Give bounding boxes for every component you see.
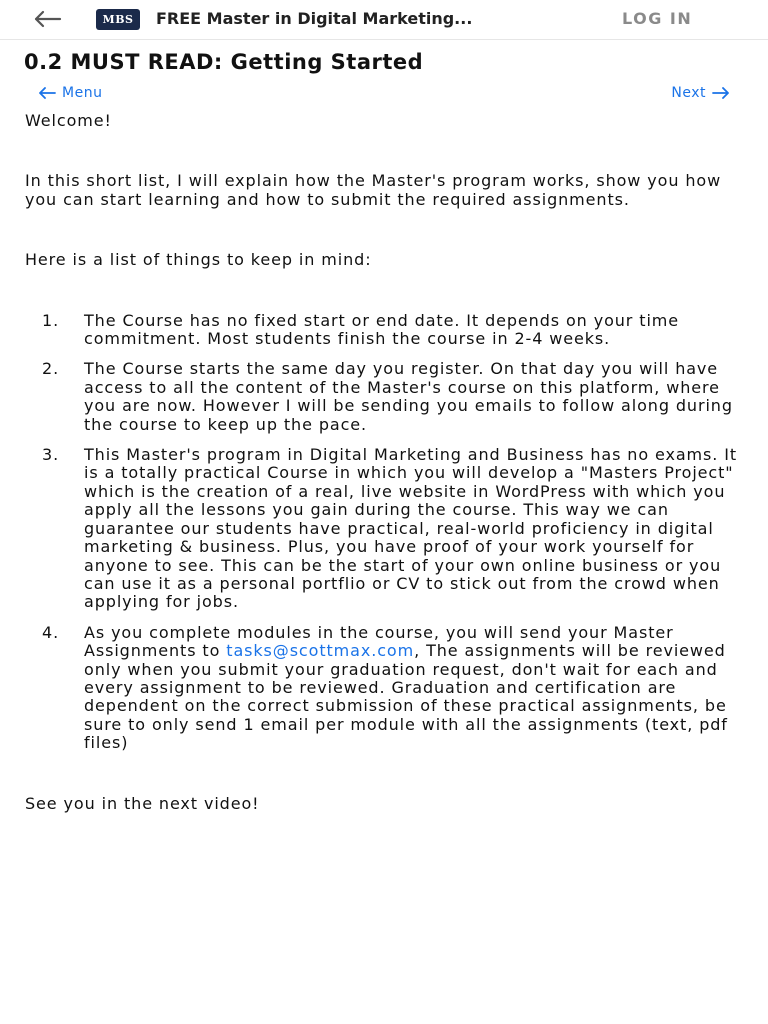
- list-item: [25, 360, 741, 434]
- list-item-number: 3.: [42, 445, 60, 465]
- closing-text: See you in the next video!: [25, 793, 260, 813]
- next-link[interactable]: [671, 85, 730, 101]
- top-app-bar: [0, 0, 768, 40]
- email-link[interactable]: tasks@scottmax.com: [226, 641, 415, 661]
- lesson-content: [25, 112, 741, 813]
- list-item-text: [84, 624, 741, 753]
- arrow-left-icon: [32, 9, 62, 29]
- list-item-number: 1.: [42, 310, 60, 330]
- menu-link-label: Menu: [62, 85, 103, 101]
- menu-link[interactable]: [38, 85, 102, 101]
- list-item-number: 4.: [42, 622, 60, 642]
- list-item-number: 2.: [42, 359, 60, 379]
- steps-list: [25, 312, 741, 753]
- welcome-text: Welcome!: [25, 111, 112, 130]
- school-logo: MBS: [96, 9, 140, 30]
- course-title: FREE Master in Digital Marketing...: [156, 9, 473, 28]
- list-item-text-before: As you complete modules in the course, you will send your Master Assignments to: [84, 622, 674, 661]
- arrow-left-icon: [38, 87, 56, 99]
- list-item: [25, 312, 741, 349]
- list-item: [25, 446, 741, 612]
- next-link-label: Next: [671, 85, 706, 101]
- list-item-text: This Master's program in Digital Marketing and Business has no exams. It is a totally practical Course in which you will develop a "Masters Project" which is the creation of a real, live website in WordPress with which you apply all the lessons you gain during the course. This way we can guarantee our students have practical, real-world proficiency in digital marketing & business. Plus, you have proof of your work yourself for anyone to see. This can be the start of your own online business or you can use it as a personal portflio or CV to stick out from the crowd when applying for jobs.: [84, 445, 738, 612]
- list-item-text: The Course starts the same day you register. On that day you will have access to all the content of the Master's course on this platform, where you are now. However I will be sending you emails to follow along during the course to keep up the pace.: [84, 359, 733, 434]
- lesson-title: 0.2 MUST READ: Getting Started: [24, 50, 424, 74]
- login-button[interactable]: LOG IN: [622, 9, 693, 28]
- intro-paragraph: In this short list, I will explain how the Master's program works, show you how you can start learning and how to submit the required assignments.: [25, 171, 722, 209]
- list-intro-text: Here is a list of things to keep in mind:: [25, 250, 372, 270]
- list-item-text-after: , The assignments will be reviewed only when you submit your graduation request, don't wait for each and every assignment to be reviewed. Graduation and certification are dependent on the correct submission of these practical assignments, be sure to only send 1 email per module with all the assignments (text, pdf files): [84, 641, 728, 753]
- list-item: [25, 624, 741, 753]
- list-item-text: The Course has no fixed start or end date. It depends on your time commitment. Most students finish the course in 2-4 weeks.: [84, 310, 680, 349]
- arrow-right-icon: [712, 87, 730, 99]
- back-button[interactable]: [30, 6, 64, 32]
